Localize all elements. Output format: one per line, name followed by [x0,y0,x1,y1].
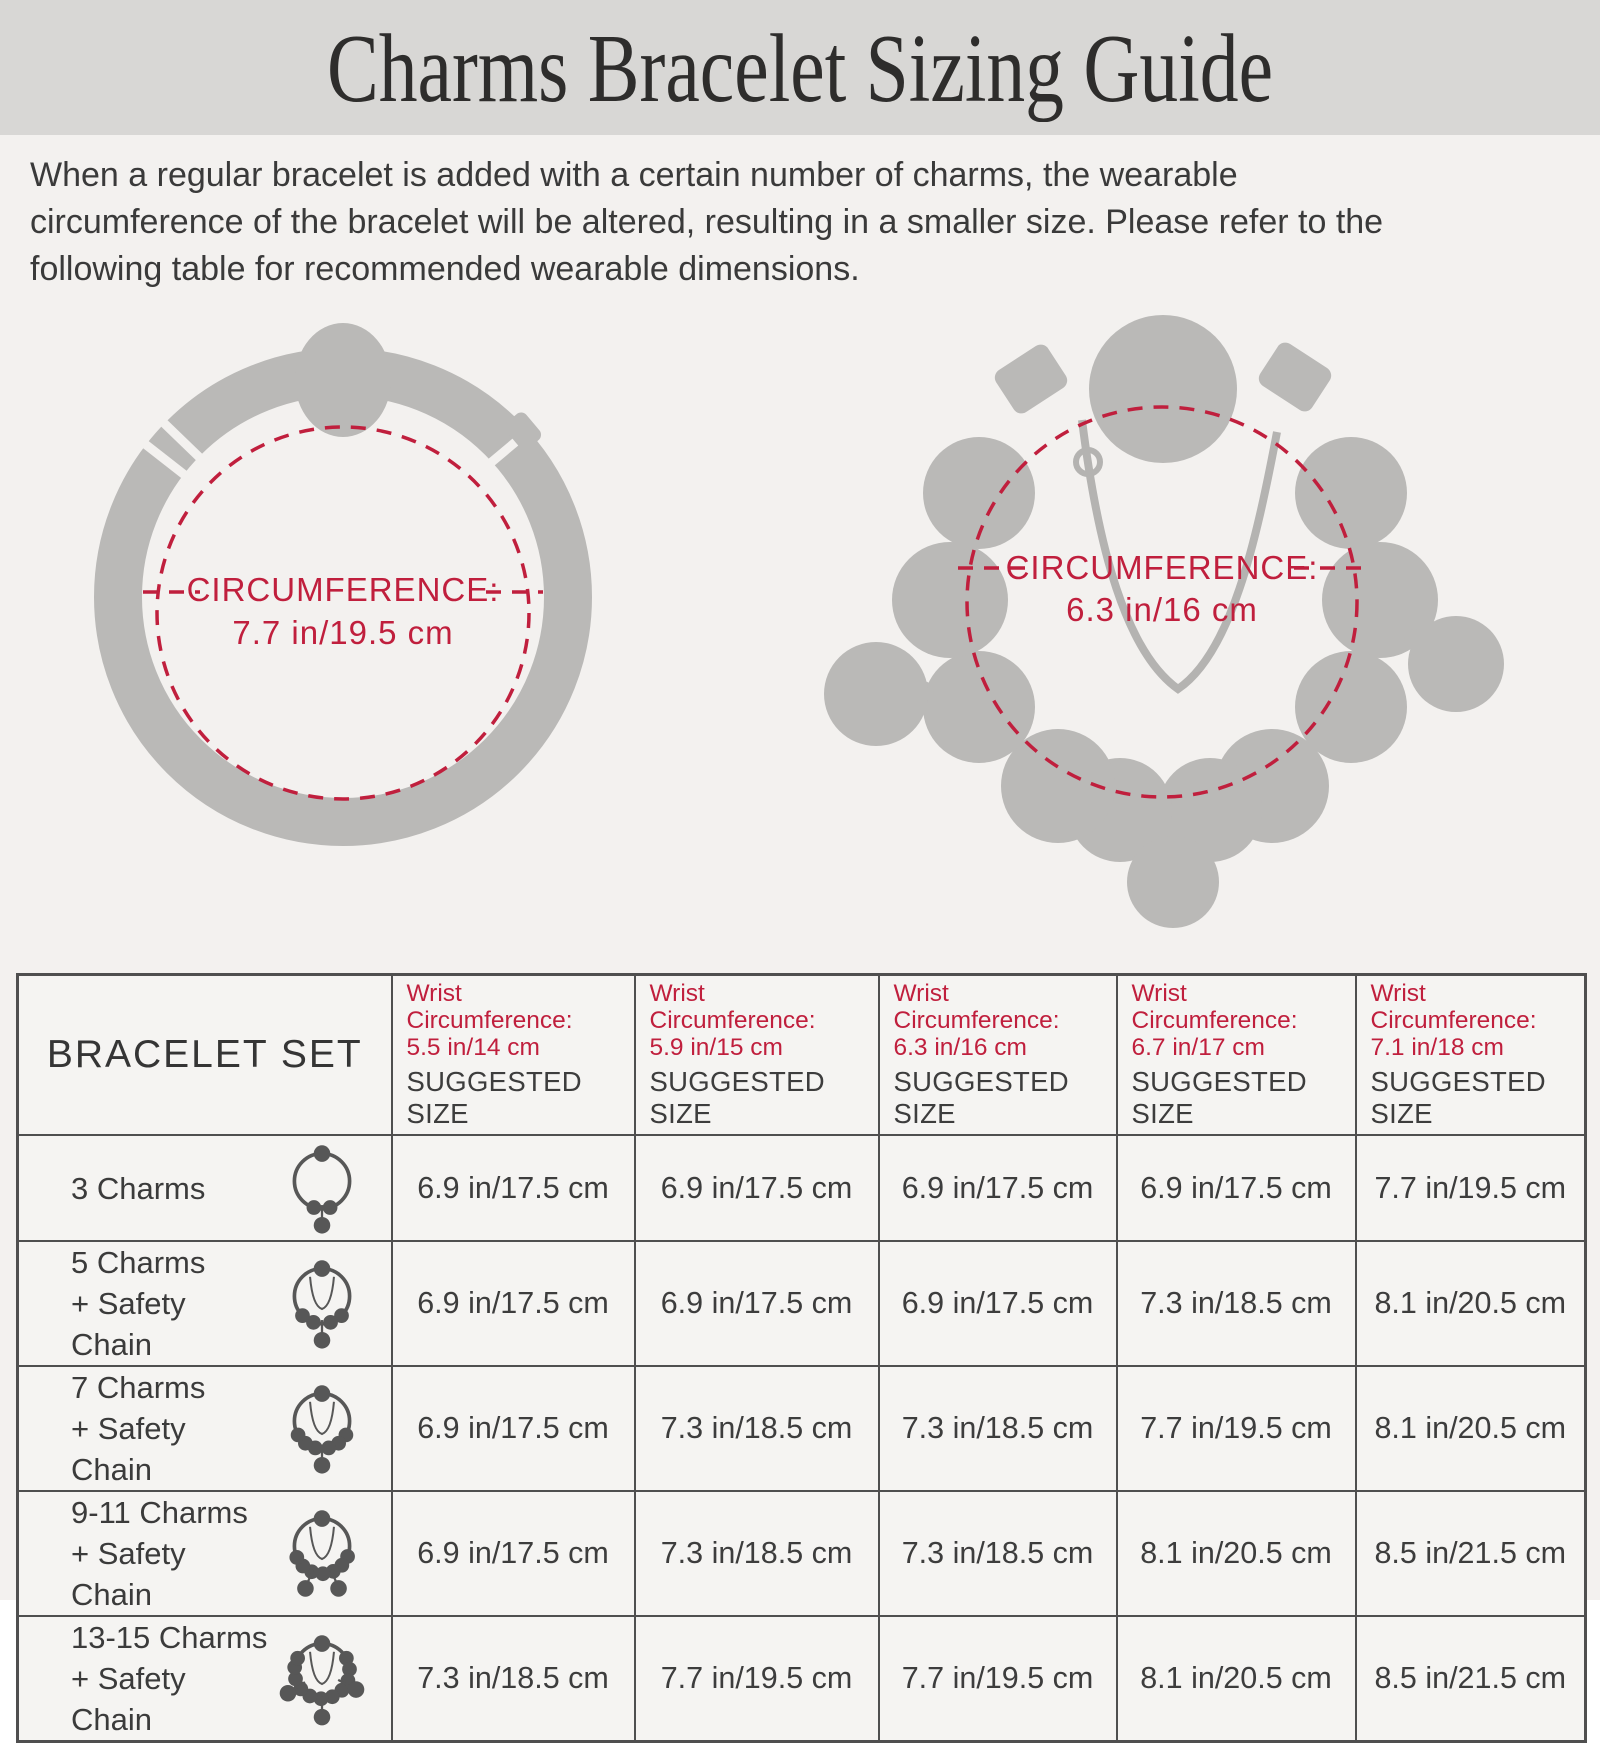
wrist-circumference-value: 5.9 in/15 cm [649,1034,783,1061]
size-cell: 8.5 in/21.5 cm [1356,1616,1586,1742]
size-cell: 7.3 in/18.5 cm [879,1491,1117,1616]
charm-beads [892,315,1438,862]
wrist-circumference-value: 7.1 in/18 cm [1370,1034,1504,1061]
charm-bracelet-illustration [790,290,1530,940]
wrist-circumference-header [635,975,879,1136]
bracelet-3-charms-icon [275,1137,369,1240]
size-cell: 7.3 in/18.5 cm [392,1616,635,1742]
wrist-circumference-label: Wrist Circumference: [893,980,1060,1034]
intro-line: When a regular bracelet is added with a certain number of charms, the wearable [30,156,1238,194]
size-cell: 7.3 in/18.5 cm [635,1366,879,1491]
size-cell: 7.3 in/18.5 cm [635,1491,879,1616]
size-cell: 8.5 in/21.5 cm [1356,1491,1586,1616]
suggested-size-label: SUGGESTED SIZE [406,1066,582,1129]
circumference-label: CIRCUMFERENCE: [1005,549,1319,586]
bracelet-7-charms-icon [275,1377,369,1480]
size-cell: 6.9 in/17.5 cm [879,1135,1117,1241]
bracelet-set-label: 9-11 Charms + Safety Chain [71,1495,248,1612]
wrist-circumference-value: 6.3 in/16 cm [893,1034,1027,1061]
table-header-row [18,975,1586,1136]
size-cell: 7.7 in/19.5 cm [1117,1366,1356,1491]
bracelet-set-cell [18,1616,392,1742]
table-row [18,1241,1586,1366]
size-cell: 6.9 in/17.5 cm [392,1135,635,1241]
wrist-circumference-label: Wrist Circumference: [1131,980,1298,1034]
sizing-table [16,973,1587,1743]
wrist-circumference-value: 5.5 in/14 cm [406,1034,540,1061]
wrist-circumference-label: Wrist Circumference: [406,980,573,1034]
bracelet-set-cell [18,1366,392,1491]
intro-line: following table for recommended wearable dimensions. [30,250,860,288]
dangling-charms [824,616,1504,928]
size-cell: 8.1 in/20.5 cm [1117,1491,1356,1616]
wrist-circumference-header [879,975,1117,1136]
circumference-dashed-circle [157,427,529,799]
bracelet-9-11-charms-icon [275,1502,369,1605]
table-row [18,1491,1586,1616]
bracelet-set-label: 3 Charms [71,1170,206,1206]
intro-paragraph [30,152,1575,293]
wrist-circumference-header [1356,975,1586,1136]
size-cell: 6.9 in/17.5 cm [392,1366,635,1491]
bracelet-set-label: 13-15 Charms + Safety Chain [71,1620,268,1737]
size-cell: 6.9 in/17.5 cm [1117,1135,1356,1241]
size-cell: 6.9 in/17.5 cm [635,1135,879,1241]
wrist-circumference-header [1117,975,1356,1136]
size-cell: 7.3 in/18.5 cm [1117,1241,1356,1366]
wrist-circumference-value: 6.7 in/17 cm [1131,1034,1265,1061]
wrist-circumference-label: Wrist Circumference: [1370,980,1537,1034]
circumference-value: 7.7 in/19.5 cm [232,614,454,651]
size-cell: 6.9 in/17.5 cm [392,1241,635,1366]
bracelet-clasp [295,323,391,437]
page-title: Charms Bracelet Sizing Guide [326,15,1274,122]
size-cell: 7.3 in/18.5 cm [879,1366,1117,1491]
bracelet-set-cell [18,1241,392,1366]
bracelet-set-label: 5 Charms + Safety Chain [71,1245,206,1362]
size-cell: 8.1 in/20.5 cm [1356,1366,1586,1491]
size-cell: 8.1 in/20.5 cm [1117,1616,1356,1742]
circumference-value: 6.3 in/16 cm [1066,591,1258,628]
wrist-circumference-label: Wrist Circumference: [649,980,816,1034]
bracelet-5-charms-icon [275,1252,369,1355]
size-cell: 8.1 in/20.5 cm [1356,1241,1586,1366]
table-row [18,1616,1586,1742]
size-cell: 6.9 in/17.5 cm [392,1491,635,1616]
suggested-size-label: SUGGESTED SIZE [1370,1066,1546,1129]
header-band [0,0,1600,135]
bracelet-set-cell [18,1135,392,1241]
size-cell: 6.9 in/17.5 cm [635,1241,879,1366]
suggested-size-label: SUGGESTED SIZE [893,1066,1069,1129]
bracelet-set-header: BRACELET SET [18,975,392,1136]
bracelet-set-label: 7 Charms + Safety Chain [71,1370,206,1487]
suggested-size-label: SUGGESTED SIZE [1131,1066,1307,1129]
wrist-circumference-header [392,975,635,1136]
circumference-label: CIRCUMFERENCE: [186,571,500,608]
size-cell: 7.7 in/19.5 cm [879,1616,1117,1742]
bracelet-13-15-charms-icon [275,1627,369,1730]
size-cell: 6.9 in/17.5 cm [879,1241,1117,1366]
bracelet-set-cell [18,1491,392,1616]
size-cell: 7.7 in/19.5 cm [635,1616,879,1742]
plain-bracelet-illustration [48,300,648,900]
table-row [18,1135,1586,1241]
intro-line: circumference of the bracelet will be altered, resulting in a smaller size. Please refer to the [30,203,1384,241]
suggested-size-label: SUGGESTED SIZE [649,1066,825,1129]
size-cell: 7.7 in/19.5 cm [1356,1135,1586,1241]
table-row [18,1366,1586,1491]
